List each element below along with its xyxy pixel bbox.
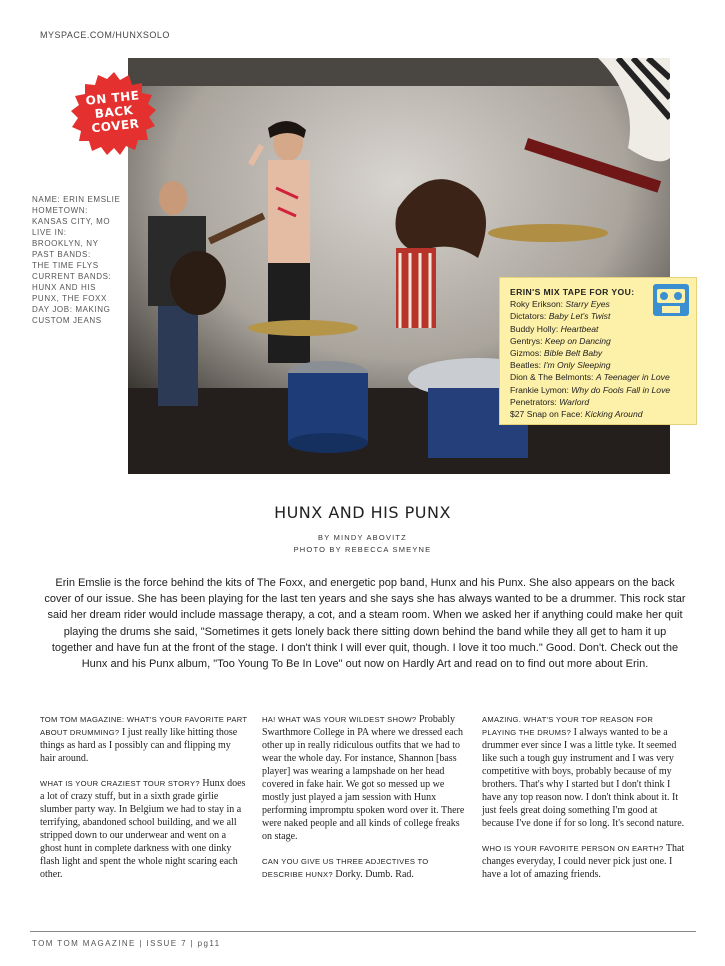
photo-credit: PHOTO BY REBECCA SMEYNE (293, 545, 432, 554)
profile-line: HOMETOWN: (32, 206, 88, 215)
qa-item (40, 777, 248, 881)
answer: I just really like hitting those things as hard as I possibly can and flipping my hair around. (40, 727, 238, 764)
mixtape-track: Roky Erikson: Starry Eyes (510, 299, 610, 310)
article-headline: HUNX AND HIS PUNX (274, 503, 451, 522)
profile-line: NAME: ERIN EMSLIE (32, 195, 121, 204)
footer-divider (30, 931, 696, 932)
profile-line: THE TIME FLYS (32, 261, 99, 270)
cassette-icon (652, 283, 690, 317)
question: WHO IS YOUR FAVORITE PERSON ON EARTH? (482, 844, 664, 853)
question: TOM TOM MAGAZINE: WHAT'S YOUR FAVORITE PART ABOUT DRUMMING? (40, 715, 248, 737)
profile-line: KANSAS CITY, MO (32, 217, 111, 226)
mixtape-track: Gentrys: Keep on Dancing (510, 335, 611, 346)
answer: That changes everyday, I could never pick just one. I have a lot of amazing friends. (482, 843, 685, 880)
answer: Dorky. Dumb. Rad. (332, 869, 414, 880)
mixtape-track: Dictators: Baby Let's Twist (510, 311, 611, 322)
byline (0, 532, 725, 556)
qa-column-1 (40, 713, 248, 893)
mixtape-track: $27 Snap on Face: Kicking Around (510, 409, 643, 420)
mixtape-track: Frankie Lymon: Why do Fools Fall in Love (510, 384, 671, 395)
page-footer: TOM TOM MAGAZINE | ISSUE 7 | pg11 (32, 939, 221, 948)
question: AMAZING. WHAT'S YOUR TOP REASON FOR PLAYING THE DRUMS? (482, 715, 654, 737)
site-url: MYSPACE.COM/HUNXSOLO (40, 30, 170, 40)
article-intro: Erin Emslie is the force behind the kits of The Foxx, and energetic pop band, Hunx and his Punx. She also appears on the back cover of our issue. She has been playing for the last ten years and she says she has always wanted to be a drummer. This rock star said her dream rider would include massage therapy, a cot, and a steam room. When we asked her if anything could make her quit playing the drums she said, "Sometimes it gets lonely back there sitting down behind the band while they all get to ham it up together and have fun at the front of the stage. I don't think I will ever quit, though. I love it too much." Good. Don't. Check out the Hunx and his Punx album, "Too Young To Be In Love" out now on Hardly Art and read on to find out more about Erin. (44, 577, 686, 671)
mixtape-title: ERIN'S MIX TAPE FOR YOU: (510, 287, 635, 297)
badge-line-1: ON THE (85, 88, 141, 108)
qa-item (262, 855, 470, 881)
qa-item (482, 842, 690, 881)
profile-line: CUSTOM JEANS (32, 316, 102, 325)
profile-line: PUNX, THE FOXX (32, 294, 107, 303)
qa-column-3 (482, 713, 690, 893)
question: WHAT IS YOUR CRAZIEST TOUR STORY? (40, 779, 200, 788)
answer: Hunx does a lot of crazy stuff, but in a sixth grade girlie slumber party way. In Belgium we had to stay in a terrifying, abandoned school building, and we all stripped down to our underwear and went on a ghost hunt in complete darkness with one dinky flash light and spent the whole night scaring each other. (40, 778, 246, 880)
mixtape-track: Buddy Holly: Heartbeat (510, 323, 599, 334)
profile-line: BROOKLYN, NY (32, 239, 99, 248)
profile-sidebar (32, 194, 124, 326)
qa-item (482, 713, 690, 830)
profile-line: LIVE IN: (32, 228, 67, 237)
mixtape-track: Dion & The Belmonts: A Teenager in Love (510, 372, 670, 383)
mixtape-track: Gizmos: Bible Belt Baby (510, 348, 603, 359)
badge-line-2: BACK COVER (90, 103, 141, 136)
question: HA! WHAT WAS YOUR WILDEST SHOW? (262, 715, 417, 724)
question: CAN YOU GIVE US THREE ADJECTIVES TO DESCRIBE HUNX? (262, 857, 429, 879)
profile-line: CURRENT BANDS: (32, 272, 112, 281)
profile-line: DAY JOB: MAKING (32, 305, 111, 314)
author-credit: BY MINDY ABOVITZ (318, 533, 407, 542)
answer: I always wanted to be a drummer ever since I was a little tyke. It seemed like such a tough guy instrument and I was very competitive with boys, probably because of my brothers. That's why I started but I don't think I have any top reason now. I don't think about it. It just feels great doing something I'm good at because I've done if for so long. It's second nature. (482, 727, 685, 829)
profile-line: HUNX AND HIS (32, 283, 97, 292)
mixtape-track: Penetrators: Warlord (510, 396, 590, 407)
mixtape-track: Beatles: I'm Only Sleeping (510, 360, 611, 371)
qa-column-2 (262, 713, 470, 893)
qa-item (40, 713, 248, 765)
answer: Probably Swarthmore College in PA where we dressed each other up in really ridiculous outfits that we had to wear the whole day. For instance, Shannon [bass player] was wearing a lampshade on her head covered in fake hair. We got so messed up we mostly just played a jam session with Hunx performing impromptu spoken word over it. There were naked people and all kinds of college freaks on stage. (262, 714, 465, 842)
qa-item (262, 713, 470, 843)
profile-line: PAST BANDS: (32, 250, 91, 259)
